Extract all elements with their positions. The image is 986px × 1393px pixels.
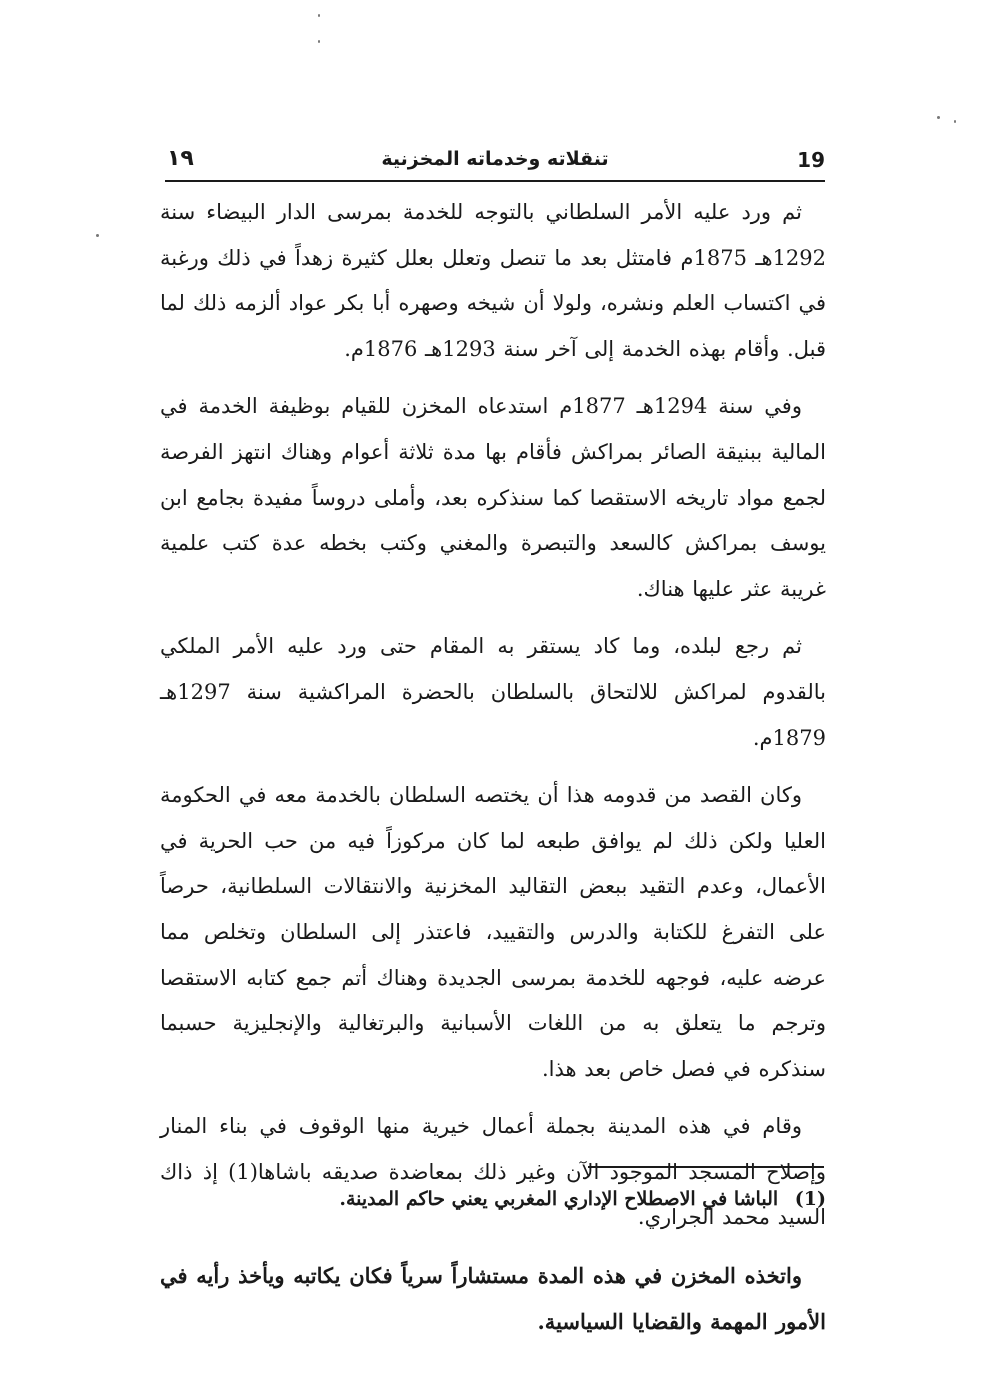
body-text [160,190,826,1356]
paragraph: وكان القصد من قدومه هذا أن يختصه السلطان بالخدمة معه في الحكومة العليا ولكن ذلك لم يوافق طبعه لما كان مركوزاً فيه من حب الحرية في الأعمال، وعدم التقيد ببعض التقاليد المخزنية والانتقالات السلطانية، حرصاً على التفرغ للكتابة والدرس والتقييد، فاعتذر إلى السلطان وتخلص مما عرضه عليه، فوجهه للخدمة بمرسى الجديدة وهناك أتم جمع كتابه الاستقصا وترجم ما يتعلق به من اللغات الأسبانية والبرتغالية والإنجليزية حسبما سنذكره في فصل خاص بعد هذا. [160,783,826,1081]
scan-speck [318,40,320,43]
page-number-arabic-indic: ١٩ [167,146,194,171]
scan-speck [937,116,940,119]
footnote-text: الباشا في الاصطلاح الإداري المغربي يعني حاكم المدينة. [339,1188,779,1210]
paragraph: وقام في هذه المدينة بجملة أعمال خيرية منها الوقوف في بناء المنار وإصلاح المسجد الموجود الآن وغير ذلك بمعاضدة صديقه باشاها(1) إذ ذاك السيد محمد الجراري. [160,1114,826,1230]
scan-speck [954,120,956,123]
scan-speck [318,14,320,17]
footnote [160,1184,826,1214]
running-title: تنقلاته وخدماته المخزنية [381,148,609,170]
paragraph: واتخذه المخزن في هذه المدة مستشاراً سرياً فكان يكاتبه ويأخذ رأيه في الأمور المهمة والقضايا السياسية. [160,1263,826,1334]
footnote-marker: (1) [794,1188,826,1210]
paragraph: ثم رجع لبلده، وما كاد يستقر به المقام حتى ورد عليه الأمر الملكي بالقدوم لمراكش للالتحاق بالسلطان بالحضرة المراكشية سنة 1297هـ 1879م. [160,634,826,750]
scan-speck [96,234,99,237]
footnote-divider [588,1166,824,1168]
paragraph: وفي سنة 1294هـ 1877م استدعاه المخزن للقيام بوظيفة الخدمة في المالية ببنيقة الصائر بمراكش فأقام بها مدة ثلاثة أعوام وهناك انتهز الفرصة لجمع مواد تاريخه الاستقصا كما سنذكره بعد، وأملى دروساً مفيدة بجامع ابن يوسف بمراكش كالسعد والتبصرة والمغني وكتب بخطه عدة كتب علمية غريبة عثر عليها هناك. [160,394,826,601]
paragraph: ثم ورد عليه الأمر السلطاني بالتوجه للخدمة بمرسى الدار البيضاء سنة 1292هـ 1875م فامتثل بعد ما تنصل وتعلل بعلل كثيرة زهداً في ذلك ورغبة في اكتساب العلم ونشره، ولولا أن شيخه وصهره أبا بكر عواد ألزمه ذلك لما قبل. وأقام بهذه الخدمة إلى آخر سنة 1293هـ 1876م. [160,200,827,361]
page-header [165,146,825,182]
page-number: 19 [797,148,825,172]
